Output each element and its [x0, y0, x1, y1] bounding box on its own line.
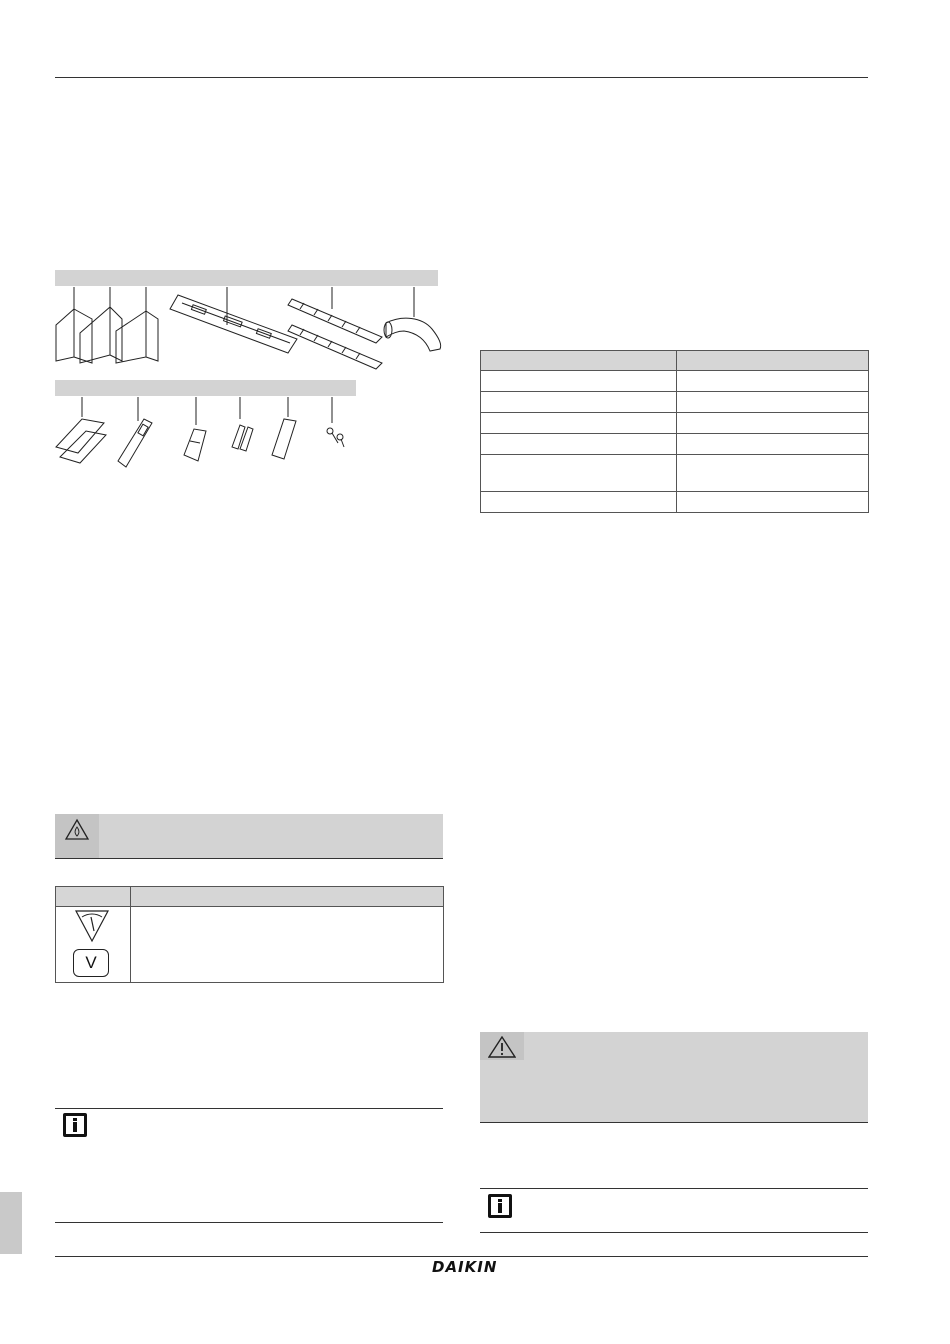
info-icon: [63, 1113, 87, 1137]
voltage-symbol-box: V: [73, 949, 109, 977]
fuse-triangle-icon: [74, 909, 110, 943]
caution-box: [480, 1032, 868, 1123]
accessories-bar-top: [55, 270, 438, 286]
table-header-cell: [56, 887, 131, 907]
footer-rule: [55, 1256, 868, 1257]
header-rule: [55, 77, 868, 78]
table-header-row: [481, 351, 869, 371]
remote-holder-icon: [184, 429, 206, 461]
flammable-warning-icon: [64, 818, 90, 842]
table-header-cell: [131, 887, 444, 907]
table-row: [481, 455, 869, 492]
paper-sheet-icon: [56, 419, 106, 463]
table-row: [481, 492, 869, 513]
table-header-cell: [481, 351, 677, 371]
insulation-hose-icon: [384, 318, 441, 351]
info-icon: [488, 1194, 512, 1218]
label-sheet-icon: [272, 419, 296, 459]
table-row: [481, 413, 869, 434]
flammable-warning-box: [55, 814, 443, 859]
battery-icon: [232, 425, 253, 451]
info-note-right-bottom-rule: [480, 1232, 868, 1233]
table-row: [481, 392, 869, 413]
mounting-plate-icon: [170, 295, 297, 353]
table-row: [56, 907, 444, 983]
table-row: [481, 434, 869, 455]
chapter-side-tab: [0, 1192, 22, 1254]
screw-icon: [327, 428, 344, 447]
air-filter-icon: [288, 299, 382, 369]
manual-booklet-icon: [56, 309, 92, 363]
remote-control-icon: [118, 419, 152, 467]
info-note-right-top-rule: [480, 1188, 868, 1189]
caution-triangle-icon: [488, 1036, 516, 1058]
table-row: [481, 371, 869, 392]
accessories-row-2: [52, 395, 372, 475]
table-header-cell: [677, 351, 869, 371]
symbol-table: [55, 886, 444, 983]
table-header-row: [56, 887, 444, 907]
accessories-bar-bottom: [55, 380, 356, 396]
specifications-table: [480, 350, 869, 513]
info-note-top-rule: [55, 1108, 443, 1109]
info-note-bottom-rule: [55, 1222, 443, 1223]
accessories-row-1: [52, 285, 452, 380]
brand-logo: DAIKIN: [432, 1258, 498, 1276]
